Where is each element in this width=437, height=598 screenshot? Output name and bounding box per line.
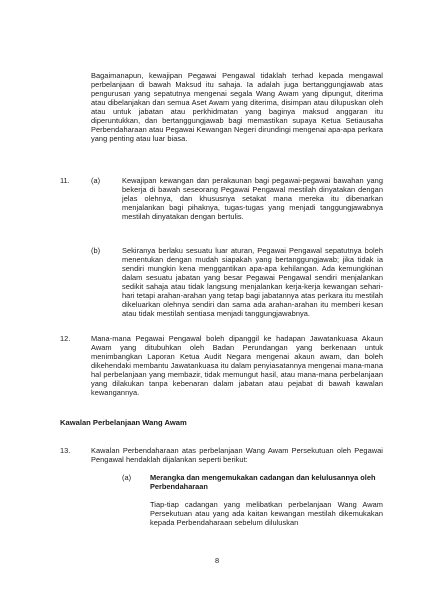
paragraph-12-text: Mana-mana Pegawai Pengawal boleh dipanggil ke hadapan Jawatankuasa Akaun Awam yang ditubuhkan oleh Badan Perundangan yang berkenaan untuk menimbangkan Laporan Ketua Audit Negara mengenai akaun awam, dan boleh dikehendaki membantu Jawatankuasa itu dalam penyiasatannya mengenai mana-mana hal perbelanjaan yang membazir, tidak memungut hasil, atau mana-mana perbelanjaan yang dilakukan tanpa kebenaran dalam jabatan atau pejabat di bawah kawalan kewangannya.	[91, 334, 383, 398]
paragraph-11b-label: (b)	[91, 246, 101, 255]
intro-paragraph: Bagaimanapun, kewajipan Pegawai Pengawal tidaklah terhad kepada mengawal perbelanjaan di bawah Maksud itu sahaja. Ia adalah juga bertanggungjawab atas pengurusan yang sepatutnya mengenai segala Wang Awam yang dipungut, diterima atau dibelanjakan dan semua Aset Awam yang diterima, disimpan atau dilupuskan oleh atau untuk jabatan atau perkhidmatan yang baginya maksud anggaran itu diperuntukkan, dan bertanggungjawab bagi memastikan supaya Ketua Setiausaha Perbendaharaan atau Pegawai Kewangan Negeri dirundingi mengenai apa-apa perkara yang penting atau luar biasa.	[91, 71, 383, 144]
paragraph-12-number: 12.	[60, 334, 71, 343]
page-number: 8	[215, 556, 220, 565]
paragraph-11a-text: Kewajipan kewangan dan perakaunan bagi pegawai-pegawai bawahan yang bekerja di bawah seseorang Pegawai Pengawal mestilah dinyatakan dengan jelas olehnya, dan khususnya setakat mana mereka itu dibenarkan menjalankan bagi pihaknya, tugas-tugas yang menjadi tanggungjawabnya mestilah dinyatakan dengan bertulis.	[122, 176, 383, 222]
paragraph-13a-label: (a)	[122, 473, 132, 482]
paragraph-13a-text: Tiap-tiap cadangan yang melibatkan perbelanjaan Wang Awam Persekutuan atau yang ada kaitan kewangan mestilah dikemukakan kepada Perbendaharaan sebelum diluluskan	[150, 500, 383, 528]
paragraph-13a-title: Merangka dan mengemukakan cadangan dan kelulusannya oleh Perbendaharaan	[150, 473, 376, 492]
paragraph-11a-label: (a)	[91, 176, 101, 185]
paragraph-13-text: Kawalan Perbendaharaan atas perbelanjaan Wang Awam Persekutuan oleh Pegawai Pengawal hendaklah dijalankan seperti berikut:	[91, 446, 383, 465]
paragraph-13-number: 13.	[60, 446, 71, 455]
section-heading: Kawalan Perbelanjaan Wang Awam	[60, 418, 187, 427]
paragraph-11b-text: Sekiranya berlaku sesuatu luar aturan, Pegawai Pengawal sepatutnya boleh menentukan dengan mudah siapakah yang bertanggungjawab; jika tidak ia sendiri mungkin kena menggantikan apa-apa kehilangan. Ada kemungkinan dalam sesuatu jabatan yang besar Pegawai Pengawal sendiri menjalankan sedikit sahaja atau tidak langsung menjalankan kerja-kerja kewangan sehari-hari tetapi arahan-arahan yang tetap bagi jabatannya atas perkara itu mestilah dikeluarkan olehnya sendiri dan sama ada arahan-arahan itu memberi kesan atau tidak mestilah sentiasa menjadi tanggungjawabnya.	[122, 246, 383, 319]
paragraph-11-number: 11.	[60, 176, 70, 185]
